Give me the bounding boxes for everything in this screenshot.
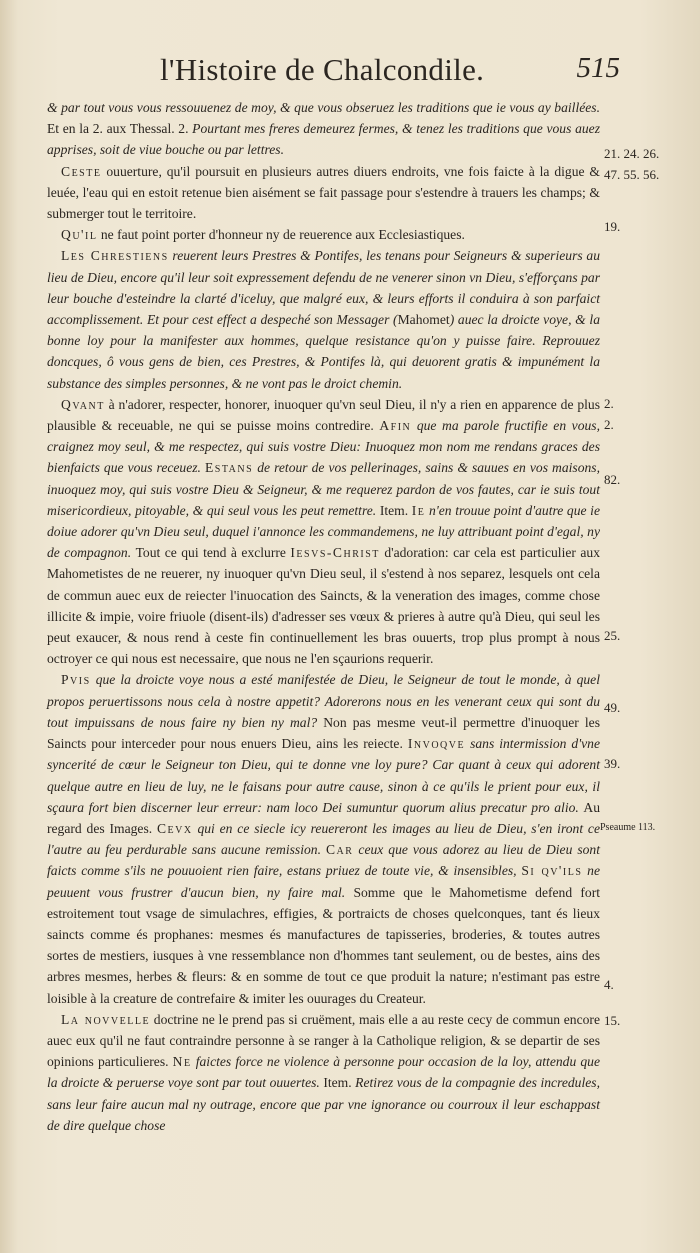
small-caps-lead: Car bbox=[325, 842, 354, 858]
text-run: ne faut point porter d'honneur ny de reuerence aux Ecclesiastiques. bbox=[97, 227, 465, 243]
small-caps-lead: La novvelle bbox=[61, 1011, 151, 1027]
italic-quotation: Pourtant mes freres demeurez fermes, & tenez les traditions que vous auez apprises, soit de viue bouche ou par lettres. bbox=[47, 121, 600, 158]
small-caps-lead: Invoqve bbox=[407, 736, 466, 752]
text-run: Tout ce qui tend à exclurre bbox=[135, 545, 291, 561]
margin-note: 39. bbox=[604, 756, 621, 771]
text-run: à n'adorer, respecter, honorer, inuoquer qu'vn seul Dieu, il n'y a rien en apparence de plus plausible & receuable, ne qui se puisse moins contredire. bbox=[47, 396, 600, 434]
text-run: d'adoration: car cela est particulier aux Mahometistes de ne reuerer, ny inuoquer qu'vn Dieu seul, il s'estend à nos separez, lesquels ont cela de commun auec eux de reiecter l'inuocation des Saincts, & la veneration des images, comme chose illicite & impie, voire friuole (disent-ils) d'adresser ses vœux & prieres à autre qu'à Dieu, qui seul les peut exaucer, & nous rend à ceste fin continuellement les bras ouuerts, trop plus prompt à nous octroyer ce qui nous est necessaire, que nous ne l'en sçaurions requerir. bbox=[47, 545, 600, 667]
margin-note: Pseaume 113. bbox=[600, 822, 656, 833]
text-run: Non pas mesme veut-il permettre d'inuoquer les Saincts pour interceder pour nous enuers Dieu, ains les reiecte. bbox=[47, 714, 600, 752]
page-number: 515 bbox=[576, 52, 620, 84]
paragraph bbox=[47, 245, 600, 393]
paragraph bbox=[47, 161, 600, 225]
margin-note: 2. bbox=[604, 417, 614, 432]
italic-quotation: ne peuuent vous frustrer d'aucun bien, ny faire mal. bbox=[47, 863, 600, 900]
margin-note: 82. bbox=[604, 472, 621, 487]
paragraph bbox=[47, 394, 600, 670]
italic-quotation: que la droicte voye nous a esté manifestée de Dieu, le Seigneur de tout le monde, à quel propos peruertissons nous cela à nostre appetit? Adorerons nous en les venerant ceux qui sont du tout impuissans de nous faire ny bien ny mal? bbox=[47, 672, 600, 730]
small-caps-lead: Afin bbox=[379, 418, 412, 434]
text-run: Et en la 2. aux Thessal. 2. bbox=[47, 121, 193, 137]
small-caps-lead: Qu'il bbox=[61, 227, 98, 243]
margin-note: 15. bbox=[604, 1013, 621, 1028]
small-caps-lead: Estans bbox=[205, 460, 254, 476]
small-caps-lead: Iesvs-Christ bbox=[290, 545, 380, 561]
italic-quotation: faictes force ne violence à personne pour occasion de la loy, attendu que la droicte & peruerse voye sont par tout ouuertes. bbox=[47, 1054, 600, 1091]
margin-note: 47. 55. 56. bbox=[604, 167, 660, 182]
small-caps-lead: Ie bbox=[411, 502, 426, 518]
paragraph bbox=[47, 669, 600, 1008]
text-run: Item. bbox=[379, 502, 412, 518]
italic-quotation: ceux que vous adorez au lieu de Dieu sont faicts comme s'ils ne pouuoient rien faire, estans priuez de toute vie, & insensibles, bbox=[47, 842, 601, 879]
small-caps-lead: Qvant bbox=[61, 396, 105, 412]
margin-note: 4. bbox=[604, 977, 614, 992]
margin-note: 25. bbox=[604, 628, 621, 643]
small-caps-lead: Si qv'ils bbox=[521, 863, 583, 879]
margin-note: 2. bbox=[604, 396, 614, 411]
text-run: Mahomet bbox=[397, 312, 450, 328]
italic-quotation: qui en ce siecle icy reuereront les images au lieu de Dieu, s'en iront ce l'autre au feu perdurable sans aucune remission. bbox=[47, 820, 600, 858]
text-run: Somme que le Mahometisme defend fort estroitement tout vsage de simulachres, effigies, & portraicts de choses quelconques, tant és lieux saincts comme és prophanes: mesmes és manufactures de tapisseries, broderies, & toutes autres sortes de mestiers, iusques à vne ressemblance non d'hommes tant seulement, ou de bestes, ains des arbres mesmes, herbes & fleurs: & en somme de tout ce que produit la nature; n'estimant pas estre loisible à la creature de contrefaire & imiter les ouurages du Createur. bbox=[47, 884, 600, 1006]
italic-quotation: de retour de vos pellerinages, sains & sauues en vos maisons, inuoquez moy, qui suis vostre Dieu & Seigneur, & me requerez pardon de vos fautes, car ie suis tout misericordieux, pitoyable, & qui seul vous les peut remettre. bbox=[47, 460, 600, 518]
paragraph bbox=[47, 97, 600, 161]
small-caps-lead: Pvis bbox=[61, 672, 91, 688]
italic-quotation: & par tout vous vous ressouuenez de moy, & que vous obseruez les traditions que ie vous ay baillées. bbox=[47, 100, 600, 115]
italic-quotation: reuerent leurs Prestres & Pontifes, les tenans pour Seigneurs & superieurs au lieu de Dieu, encore qu'il leur soit expressement defendu de ne venerer sinon vn Dieu, s'efforçans par leur bouche d'esteindre la clarté d'iceluy, que malgré eux, & leurs efforts il conduira à son parfaict accomplissement. Et pour cest effect a despeché son Messager ( bbox=[47, 248, 600, 328]
italic-quotation: Retirez vous de la compagnie des incredules, sans leur faire aucun mal ny outrage, encore que par vne ignorance ou courroux il leur eschappast de dire quelque chose bbox=[47, 1075, 600, 1133]
small-caps-lead: Ceste bbox=[61, 163, 102, 179]
page-header bbox=[160, 52, 620, 92]
small-caps-lead: Les Chrestiens bbox=[61, 248, 169, 264]
margin-note: 49. bbox=[604, 700, 621, 715]
paragraph bbox=[47, 1009, 600, 1136]
italic-quotation: que ma parole fructifie en vous, craignez moy seul, & me respectez, qui suis vostre Dieu: Inuoquez mon nom me rendans graces des bienfaicts que vous receuez. bbox=[47, 418, 600, 476]
paragraph bbox=[47, 224, 600, 245]
margin-note: 21. 24. 26. bbox=[604, 146, 660, 161]
text-run: doctrine ne le prend pas si cruëment, mais elle a au reste cecy de commun encore auec eux qu'il ne faut contraindre personne à se ranger à la Catholique religion, & se departir de ses opinions particulieres. bbox=[47, 1011, 600, 1070]
italic-quotation: sans intermission d'vne syncerité de cœur le Seigneur ton Dieu, qui te donne vne loy pure? Car quant à ceux qui adorent quelque autre en lieu de luy, ne le faisans pour autre cause, sinon à ce qu'ils le prient pour eux, il sçaura fort bien discerner leur erreur: nam loco Dei sumuntur quorum alius precatur pro alio. bbox=[47, 736, 600, 815]
small-caps-lead: Cevx bbox=[156, 820, 193, 836]
running-title: l'Histoire de Chalcondile. bbox=[160, 52, 485, 87]
text-run: Item. bbox=[323, 1075, 356, 1091]
text-run: Au regard des Images. bbox=[47, 799, 600, 836]
margin-note: 19. bbox=[604, 219, 621, 234]
italic-quotation: n'en trouue point d'autre que ie doiue adorer qu'vn Dieu seul, duquel i'annonce les commandemens, ne luy attribuant point d'egal, ny de compagnon. bbox=[47, 502, 600, 561]
text-run: ouuerture, qu'il poursuit en plusieurs autres diuers endroits, vne fois faicte à la digue & leuée, l'eau qui en estoit retenue bien aisément se fait passage pour s'estendre à trauers les champs; & submerger tout le territoire. bbox=[47, 163, 600, 222]
small-caps-lead: Ne bbox=[172, 1054, 192, 1070]
body-text bbox=[47, 97, 600, 1136]
italic-quotation: ) auec la droicte voye, & la bonne loy pour la manifester aux hommes, quelque resistance qu'on y puisse faire. Reprouuez doncques, ô vous gens de bien, ces Prestres, & Pontifes là, qui deuorent gratis & impunément la substance des simples personnes, & ne vont pas le droict chemin. bbox=[47, 312, 600, 391]
